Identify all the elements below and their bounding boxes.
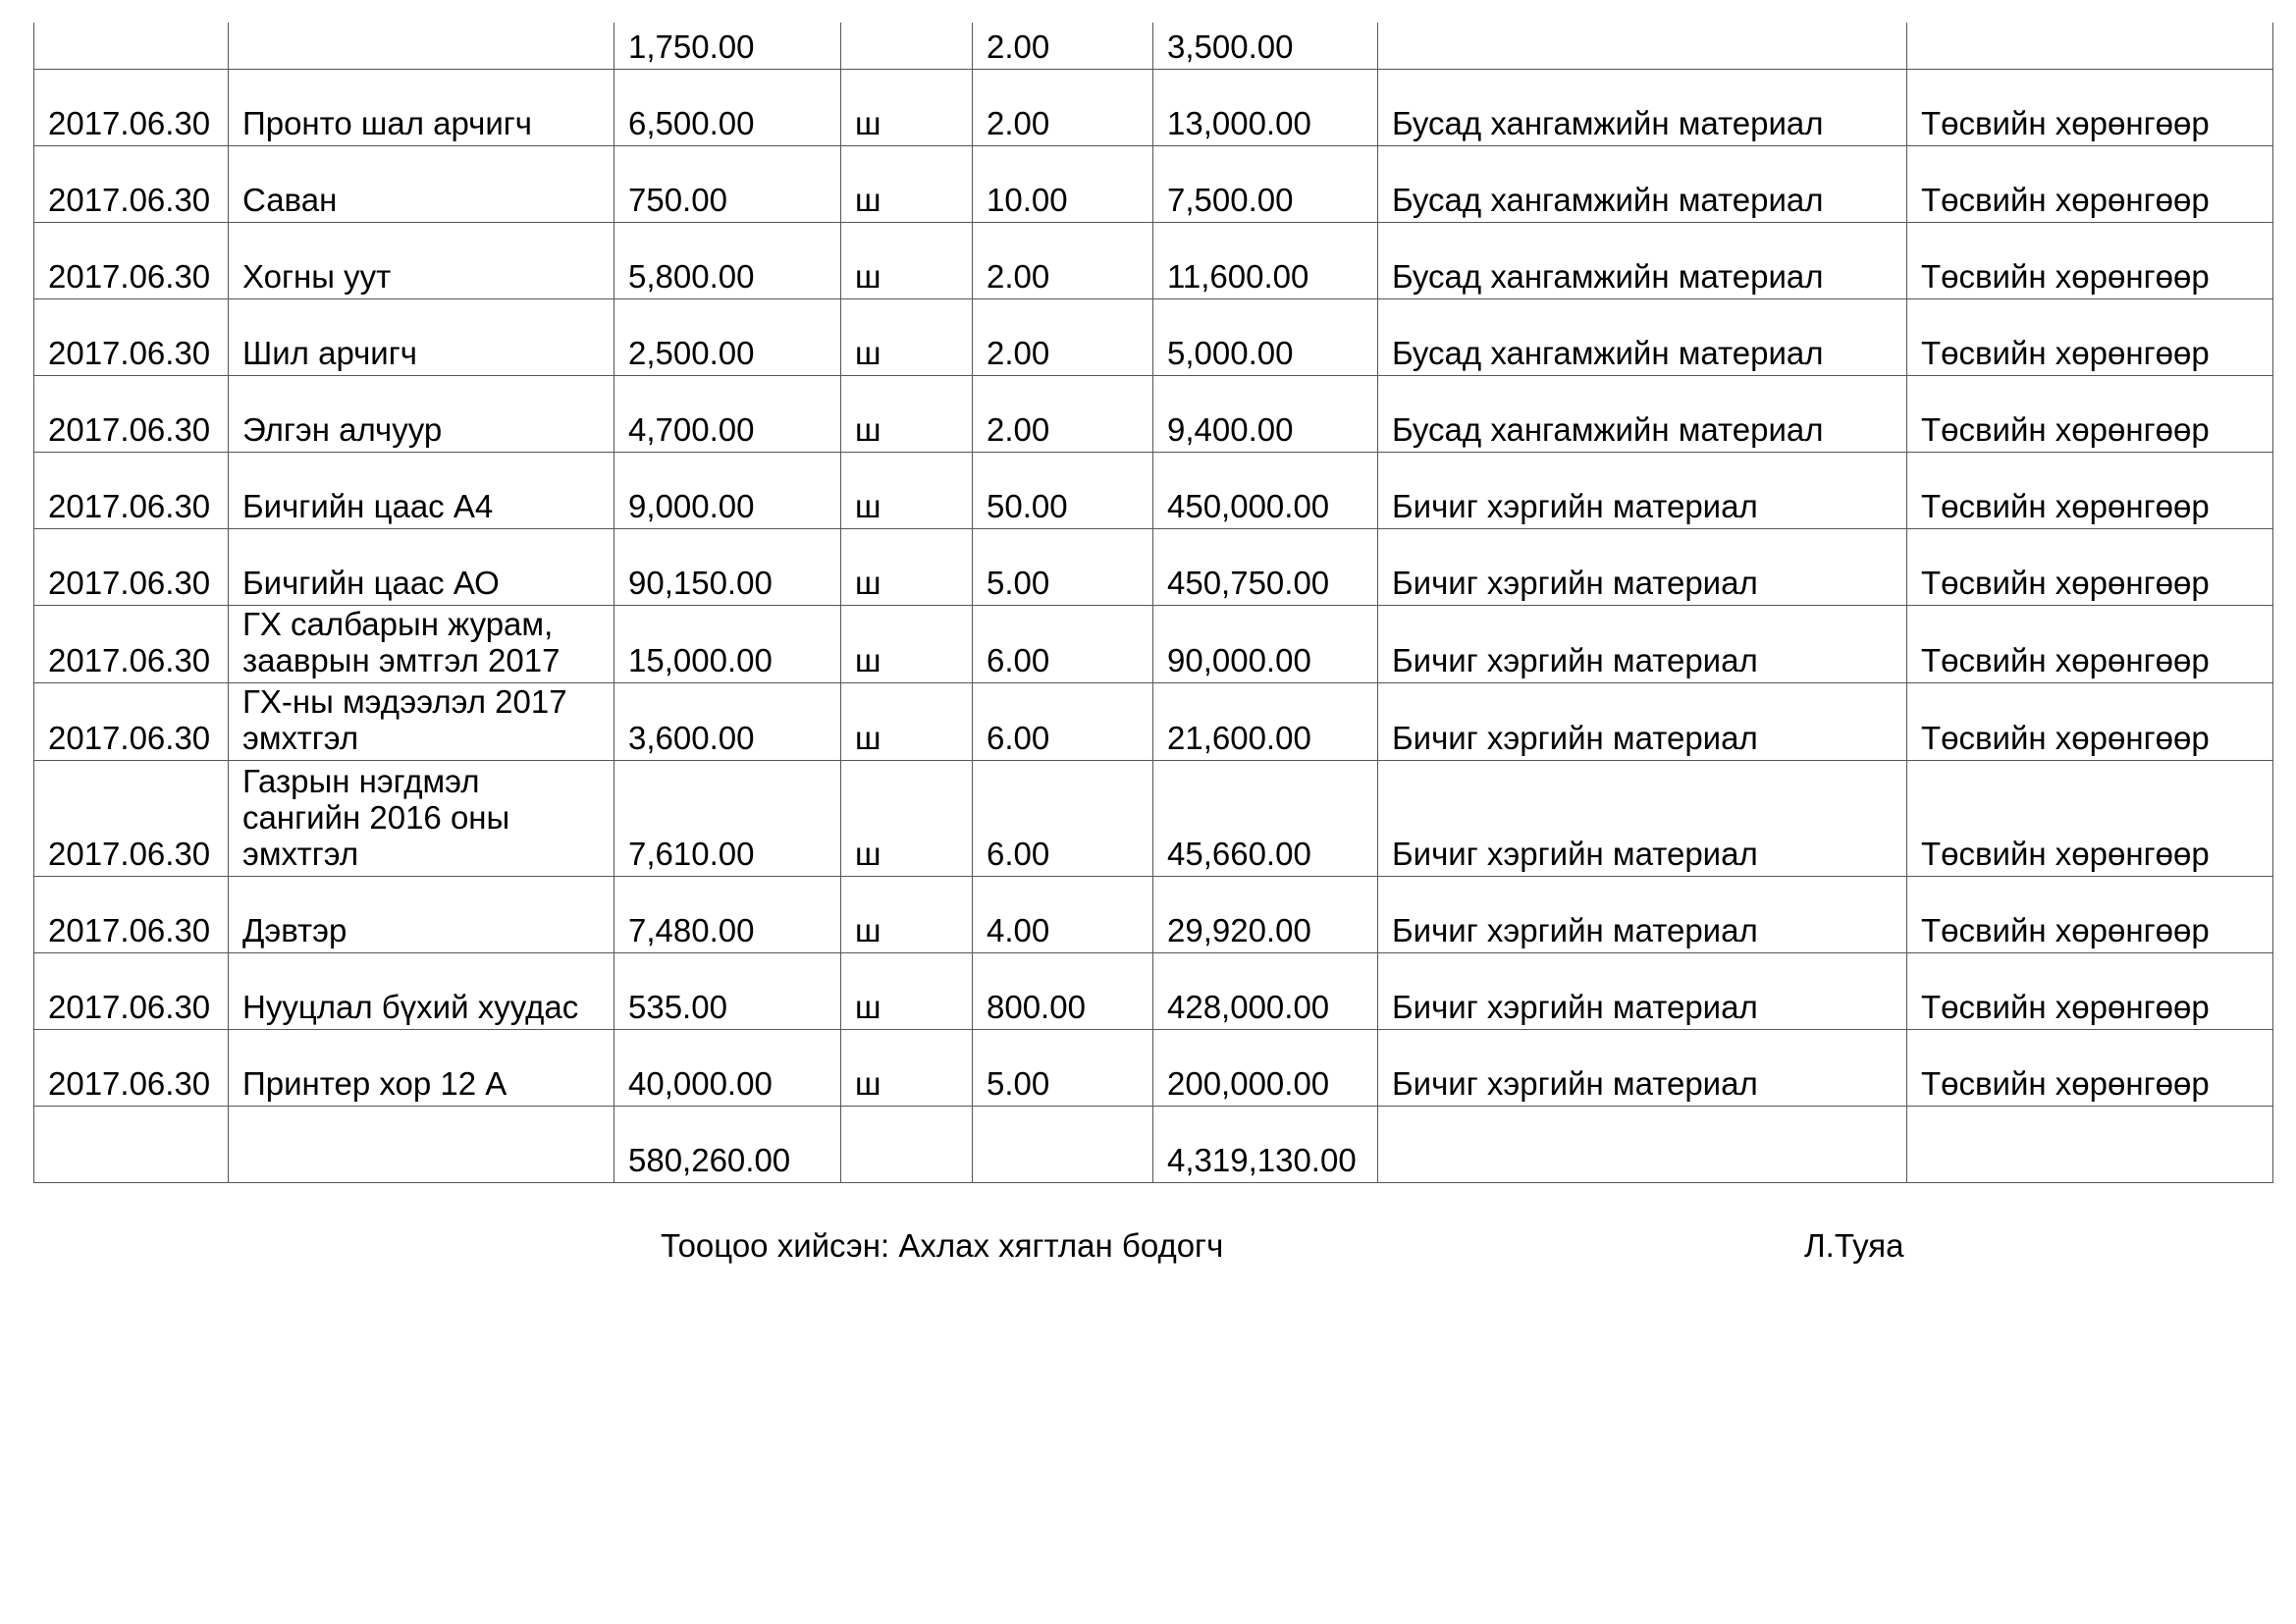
date-cell: 2017.06.30 bbox=[34, 683, 229, 761]
empty-cell bbox=[34, 1107, 229, 1183]
item-name-cell: Саван bbox=[229, 146, 614, 223]
unit-price-cell: 4,700.00 bbox=[614, 376, 841, 453]
quantity-cell: 4.00 bbox=[973, 877, 1153, 953]
funding-source-cell: Төсвийн хөрөнгөөр bbox=[1907, 877, 2273, 953]
category-cell: Бичиг хэргийн материал bbox=[1378, 529, 1907, 606]
table-row bbox=[34, 146, 2273, 223]
category-cell: Бусад хангамжийн материал bbox=[1378, 146, 1907, 223]
category-cell: Бусад хангамжийн материал bbox=[1378, 70, 1907, 146]
quantity-cell: 6.00 bbox=[973, 606, 1153, 683]
amount-cell: 428,000.00 bbox=[1153, 953, 1378, 1030]
quantity-cell: 5.00 bbox=[973, 529, 1153, 606]
unit-price-cell: 1,750.00 bbox=[614, 23, 841, 70]
amount-cell: 5,000.00 bbox=[1153, 299, 1378, 376]
unit-price-cell: 7,480.00 bbox=[614, 877, 841, 953]
item-name-cell: Бичгийн цаас А4 bbox=[229, 453, 614, 529]
amount-cell: 21,600.00 bbox=[1153, 683, 1378, 761]
unit-cell: ш bbox=[841, 953, 973, 1030]
funding-source-cell: Төсвийн хөрөнгөөр bbox=[1907, 529, 2273, 606]
quantity-cell: 50.00 bbox=[973, 453, 1153, 529]
unit-price-cell: 40,000.00 bbox=[614, 1030, 841, 1107]
date-cell: 2017.06.30 bbox=[34, 70, 229, 146]
unit-cell: ш bbox=[841, 70, 973, 146]
date-cell: 2017.06.30 bbox=[34, 376, 229, 453]
unit-cell: ш bbox=[841, 761, 973, 877]
item-name-cell: Шил арчигч bbox=[229, 299, 614, 376]
empty-cell bbox=[973, 1107, 1153, 1183]
quantity-cell: 2.00 bbox=[973, 299, 1153, 376]
amount-cell: 45,660.00 bbox=[1153, 761, 1378, 877]
funding-source-cell: Төсвийн хөрөнгөөр bbox=[1907, 683, 2273, 761]
date-cell: 2017.06.30 bbox=[34, 299, 229, 376]
unit-price-cell: 535.00 bbox=[614, 953, 841, 1030]
category-cell: Бичиг хэргийн материал bbox=[1378, 606, 1907, 683]
prepared-by-label: Тооцоо хийсэн: Ахлах хягтлан бодогч bbox=[661, 1227, 1224, 1264]
table-row bbox=[34, 453, 2273, 529]
empty-cell bbox=[229, 1107, 614, 1183]
unit-price-cell: 6,500.00 bbox=[614, 70, 841, 146]
funding-source-cell: Төсвийн хөрөнгөөр bbox=[1907, 1030, 2273, 1107]
table-row bbox=[34, 70, 2273, 146]
funding-source-cell bbox=[1907, 23, 2273, 70]
funding-source-cell: Төсвийн хөрөнгөөр bbox=[1907, 761, 2273, 877]
date-cell: 2017.06.30 bbox=[34, 877, 229, 953]
signer-name: Л.Туяа bbox=[1804, 1227, 1904, 1264]
item-name-cell: Нууцлал бүхий хуудас bbox=[229, 953, 614, 1030]
quantity-cell: 2.00 bbox=[973, 223, 1153, 299]
funding-source-cell: Төсвийн хөрөнгөөр bbox=[1907, 453, 2273, 529]
category-cell: Бичиг хэргийн материал bbox=[1378, 683, 1907, 761]
unit-cell: ш bbox=[841, 223, 973, 299]
category-cell: Бусад хангамжийн материал bbox=[1378, 223, 1907, 299]
item-name-cell: Элгэн алчуур bbox=[229, 376, 614, 453]
category-cell: Бичиг хэргийн материал bbox=[1378, 877, 1907, 953]
unit-price-cell: 90,150.00 bbox=[614, 529, 841, 606]
item-name-cell: ГХ-ны мэдээлэл 2017 эмхтгэл bbox=[229, 683, 614, 761]
date-cell: 2017.06.30 bbox=[34, 453, 229, 529]
category-cell: Бичиг хэргийн материал bbox=[1378, 761, 1907, 877]
table-row bbox=[34, 1030, 2273, 1107]
total-amount-cell: 4,319,130.00 bbox=[1153, 1107, 1378, 1183]
amount-cell: 7,500.00 bbox=[1153, 146, 1378, 223]
empty-cell bbox=[1378, 1107, 1907, 1183]
funding-source-cell: Төсвийн хөрөнгөөр bbox=[1907, 376, 2273, 453]
empty-cell bbox=[841, 1107, 973, 1183]
table-row bbox=[34, 376, 2273, 453]
item-name-cell: Дэвтэр bbox=[229, 877, 614, 953]
amount-cell: 13,000.00 bbox=[1153, 70, 1378, 146]
table-row bbox=[34, 683, 2273, 761]
unit-price-cell: 2,500.00 bbox=[614, 299, 841, 376]
date-cell: 2017.06.30 bbox=[34, 606, 229, 683]
totals-row bbox=[34, 1107, 2273, 1183]
table-row-continued bbox=[34, 23, 2273, 70]
unit-price-cell: 5,800.00 bbox=[614, 223, 841, 299]
funding-source-cell: Төсвийн хөрөнгөөр bbox=[1907, 606, 2273, 683]
unit-cell: ш bbox=[841, 1030, 973, 1107]
amount-cell: 200,000.00 bbox=[1153, 1030, 1378, 1107]
amount-cell: 450,000.00 bbox=[1153, 453, 1378, 529]
unit-price-cell: 9,000.00 bbox=[614, 453, 841, 529]
table-row bbox=[34, 529, 2273, 606]
quantity-cell: 2.00 bbox=[973, 23, 1153, 70]
quantity-cell: 6.00 bbox=[973, 683, 1153, 761]
amount-cell: 90,000.00 bbox=[1153, 606, 1378, 683]
item-name-cell: Хогны уут bbox=[229, 223, 614, 299]
unit-cell: ш bbox=[841, 146, 973, 223]
quantity-cell: 2.00 bbox=[973, 376, 1153, 453]
unit-price-cell: 3,600.00 bbox=[614, 683, 841, 761]
quantity-cell: 800.00 bbox=[973, 953, 1153, 1030]
amount-cell: 9,400.00 bbox=[1153, 376, 1378, 453]
quantity-cell: 10.00 bbox=[973, 146, 1153, 223]
date-cell bbox=[34, 23, 229, 70]
expense-table bbox=[33, 23, 2273, 1183]
date-cell: 2017.06.30 bbox=[34, 953, 229, 1030]
date-cell: 2017.06.30 bbox=[34, 223, 229, 299]
category-cell: Бичиг хэргийн материал bbox=[1378, 1030, 1907, 1107]
category-cell: Бичиг хэргийн материал bbox=[1378, 453, 1907, 529]
table-row bbox=[34, 299, 2273, 376]
unit-price-cell: 15,000.00 bbox=[614, 606, 841, 683]
unit-price-cell: 750.00 bbox=[614, 146, 841, 223]
date-cell: 2017.06.30 bbox=[34, 1030, 229, 1107]
unit-cell: ш bbox=[841, 299, 973, 376]
funding-source-cell: Төсвийн хөрөнгөөр bbox=[1907, 953, 2273, 1030]
expense-table-body bbox=[34, 23, 2273, 1183]
funding-source-cell: Төсвийн хөрөнгөөр bbox=[1907, 70, 2273, 146]
unit-cell: ш bbox=[841, 606, 973, 683]
unit-price-cell: 7,610.00 bbox=[614, 761, 841, 877]
funding-source-cell: Төсвийн хөрөнгөөр bbox=[1907, 299, 2273, 376]
funding-source-cell: Төсвийн хөрөнгөөр bbox=[1907, 146, 2273, 223]
quantity-cell: 5.00 bbox=[973, 1030, 1153, 1107]
unit-cell: ш bbox=[841, 529, 973, 606]
table-row bbox=[34, 223, 2273, 299]
table-row bbox=[34, 953, 2273, 1030]
date-cell: 2017.06.30 bbox=[34, 761, 229, 877]
item-name-cell: Пронто шал арчигч bbox=[229, 70, 614, 146]
table-row bbox=[34, 761, 2273, 877]
unit-cell bbox=[841, 23, 973, 70]
item-name-cell: ГХ салбарын журам, зааврын эмтгэл 2017 bbox=[229, 606, 614, 683]
category-cell: Бичиг хэргийн материал bbox=[1378, 953, 1907, 1030]
quantity-cell: 2.00 bbox=[973, 70, 1153, 146]
category-cell: Бусад хангамжийн материал bbox=[1378, 299, 1907, 376]
total-price-cell: 580,260.00 bbox=[614, 1107, 841, 1183]
date-cell: 2017.06.30 bbox=[34, 529, 229, 606]
table-row bbox=[34, 606, 2273, 683]
unit-cell: ш bbox=[841, 453, 973, 529]
item-name-cell bbox=[229, 23, 614, 70]
item-name-cell: Бичгийн цаас АО bbox=[229, 529, 614, 606]
date-cell: 2017.06.30 bbox=[34, 146, 229, 223]
amount-cell: 11,600.00 bbox=[1153, 223, 1378, 299]
category-cell: Бусад хангамжийн материал bbox=[1378, 376, 1907, 453]
unit-cell: ш bbox=[841, 376, 973, 453]
category-cell bbox=[1378, 23, 1907, 70]
amount-cell: 3,500.00 bbox=[1153, 23, 1378, 70]
quantity-cell: 6.00 bbox=[973, 761, 1153, 877]
table-row bbox=[34, 877, 2273, 953]
unit-cell: ш bbox=[841, 683, 973, 761]
empty-cell bbox=[1907, 1107, 2273, 1183]
item-name-cell: Газрын нэгдмэл сангийн 2016 оны эмхтгэл bbox=[229, 761, 614, 877]
item-name-cell: Принтер хор 12 А bbox=[229, 1030, 614, 1107]
amount-cell: 450,750.00 bbox=[1153, 529, 1378, 606]
amount-cell: 29,920.00 bbox=[1153, 877, 1378, 953]
unit-cell: ш bbox=[841, 877, 973, 953]
funding-source-cell: Төсвийн хөрөнгөөр bbox=[1907, 223, 2273, 299]
